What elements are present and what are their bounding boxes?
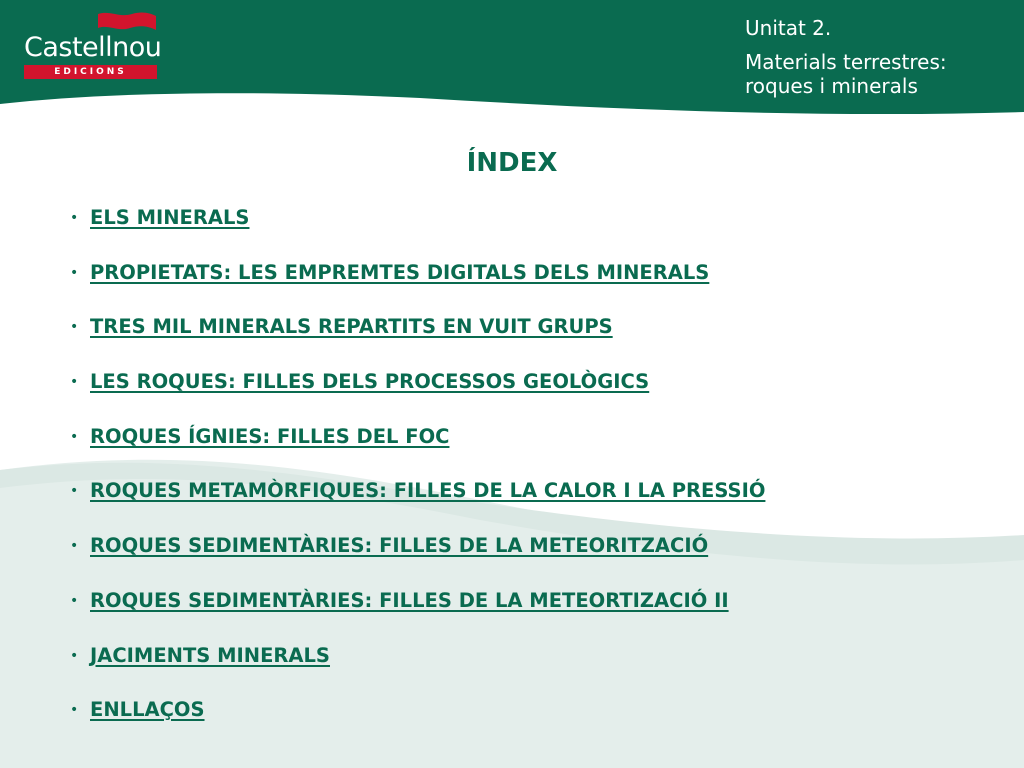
unit-title-line1: Materials terrestres: xyxy=(745,50,947,74)
unit-number: Unitat 2. xyxy=(745,16,832,40)
list-item xyxy=(70,475,765,530)
page-title: ÍNDEX xyxy=(466,148,558,178)
castellnou-logo xyxy=(22,10,162,80)
bullet-icon: • xyxy=(70,538,79,555)
bullet-icon: • xyxy=(70,702,79,719)
list-item xyxy=(70,202,765,257)
unit-title-line2: roques i minerals xyxy=(745,74,918,98)
list-item xyxy=(70,585,765,640)
index-link[interactable]: ROQUES SEDIMENTÀRIES: FILLES DE LA METEORTIZACIÓ II xyxy=(90,588,729,612)
list-item xyxy=(70,640,765,695)
bullet-icon: • xyxy=(70,210,79,226)
bullet-icon: • xyxy=(70,319,79,336)
unit-title xyxy=(745,50,1015,98)
list-item xyxy=(70,530,765,585)
list-item xyxy=(70,257,765,312)
index-link[interactable]: JACIMENTS MINERALS xyxy=(90,643,330,667)
index-link[interactable]: ROQUES SEDIMENTÀRIES: FILLES DE LA METEORITZACIÓ xyxy=(90,534,709,558)
bullet-icon: • xyxy=(70,428,79,445)
list-item xyxy=(70,311,765,366)
logo-wordmark: Castellnou xyxy=(24,32,162,63)
flag-icon xyxy=(96,10,158,34)
bullet-icon: • xyxy=(70,647,79,664)
bullet-icon: • xyxy=(70,592,79,609)
bullet-icon: • xyxy=(70,374,79,391)
index-link[interactable]: ELS MINERALS xyxy=(90,206,250,229)
list-item xyxy=(70,421,765,476)
list-item xyxy=(70,366,765,421)
index-link[interactable]: ENLLAÇOS xyxy=(90,698,205,722)
logo-subtitle: EDICIONS xyxy=(24,65,157,79)
index-link[interactable]: TRES MIL MINERALS REPARTITS EN VUIT GRUPS xyxy=(90,315,613,339)
index-link[interactable]: ROQUES ÍGNIES: FILLES DEL FOC xyxy=(90,424,450,448)
index-link[interactable]: ROQUES METAMÒRFIQUES: FILLES DE LA CALOR I LA PRESSIÓ xyxy=(90,479,766,503)
bullet-icon: • xyxy=(70,483,79,500)
index-link[interactable]: LES ROQUES: FILLES DELS PROCESSOS GEOLÒGICS xyxy=(90,370,650,394)
index-list xyxy=(70,202,765,749)
bullet-icon: • xyxy=(70,264,79,281)
list-item xyxy=(70,694,765,749)
index-link[interactable]: PROPIETATS: LES EMPREMTES DIGITALS DELS MINERALS xyxy=(90,260,710,284)
